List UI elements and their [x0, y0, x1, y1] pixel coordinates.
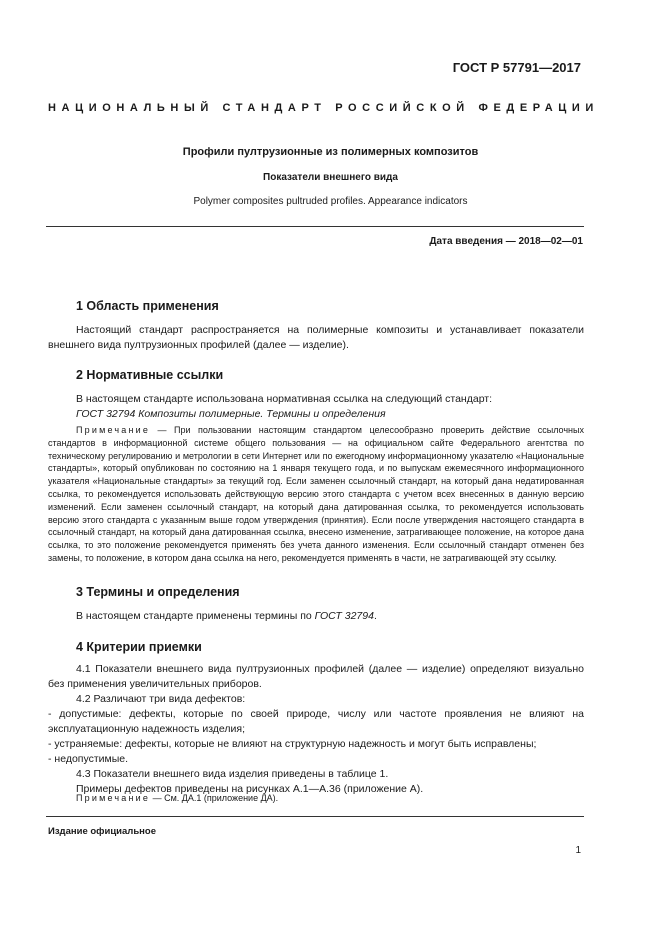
document-number: ГОСТ Р 57791—2017 — [452, 60, 581, 75]
section-2-heading: 2 Нормативные ссылки — [76, 368, 224, 382]
section-3-text-post: . — [373, 610, 377, 622]
clause-4-1: 4.1 Показатели внешнего вида пултрузионных профилей (далее — изделие) определяют визуально без применения увеличительных приборов. — [48, 663, 584, 690]
section-3-heading: 3 Термины и определения — [76, 585, 240, 599]
section-4-note — [48, 792, 584, 805]
section-1-text: Настоящий стандарт распространяется на полимерные композиты и устанавливает показатели внешнего вида пултрузионных профилей (далее — изделие). — [48, 324, 584, 351]
section-2-note — [48, 424, 584, 565]
defect-type-removable: - устраняемые: дефекты, которые не влияют на структурную надежность и могут быть исправлены; — [48, 738, 537, 750]
note-text: — При пользовании настоящим стандартом целесообразно проверить действие ссылочных стандартов в информационной системе общего пользования — на официальном сайте Федерального агентства по техническому регулированию и метрологии в сети Интернет или по ежегодному информационному указателю «Национальные стандарты», который опубликован по состоянию на 1 января текущего года, и по выпускам ежемесячного информационного указателя «Национальные стандарты» за текущий год. Если заменен ссылочный стандарт, на который дана недатированная ссылка, то рекомендуется использовать действующую версию этого стандарта с учетом всех внесенных в данную версию изменений. Если заменен ссылочный стандарт, на который дана датированная ссылка, то рекомендуется использовать версию этого стандарта с указанным выше годом утверждения (принятия). Если после утверждения настоящего стандарта в ссылочный стандарт, на который дана датированная ссылка, внесено изменение, затрагивающее положение, на которое дана ссылка, то это положение рекомендуется применять без учета данного изменения. Если ссылочный стандарт отменен без замены, то положение, в котором дана ссылка на него, рекомендуется применять в части, не затрагивающей эту ссылку. — [48, 425, 584, 563]
note-label: Примечание — [76, 793, 151, 803]
section-1-heading: 1 Область применения — [76, 299, 219, 313]
note-text: — См. ДА.1 (приложение ДА). — [150, 793, 279, 803]
introduction-date: Дата введения — 2018—02—01 — [429, 236, 583, 247]
defect-type-unacceptable: - недопустимые. — [48, 753, 129, 765]
clause-4-3-examples: Примеры дефектов приведены на рисунках А.1—А.36 (приложение А). — [76, 783, 424, 795]
note-label: Примечание — [76, 425, 151, 435]
section-3-ref: ГОСТ 32794 — [314, 610, 374, 622]
official-edition-label: Издание официальное — [48, 826, 156, 837]
section-3-text — [48, 609, 584, 624]
section-4-heading: 4 Критерии приемки — [76, 640, 202, 654]
section-2-intro: В настоящем стандарте использована нормативная ссылка на следующий стандарт: — [76, 393, 493, 405]
document-subtitle: Показатели внешнего вида — [263, 172, 398, 183]
header-divider — [46, 226, 584, 227]
english-title: Polymer composites pultruded profiles. Appearance indicators — [193, 196, 468, 207]
footer-divider — [46, 816, 584, 817]
page-number: 1 — [575, 845, 581, 856]
section-4-body — [48, 662, 584, 797]
clause-4-2: 4.2 Различают три вида дефектов: — [76, 693, 246, 705]
standard-designation: НАЦИОНАЛЬНЫЙ СТАНДАРТ РОССИЙСКОЙ ФЕДЕРАЦИИ — [48, 102, 599, 114]
section-3-text-pre: В настоящем стандарте применены термины по — [76, 610, 315, 622]
document-title: Профили пултрузионные из полимерных композитов — [182, 146, 479, 158]
reference-gost-32794: ГОСТ 32794 Композиты полимерные. Термины и определения — [76, 408, 386, 420]
section-2-body — [48, 392, 584, 422]
clause-4-3: 4.3 Показатели внешнего вида изделия приведены в таблице 1. — [76, 768, 389, 780]
defect-type-acceptable: - допустимые: дефекты, которые по своей природе, числу или частоте проявления не влияют на эксплуатационную надежность изделия; — [48, 708, 584, 735]
